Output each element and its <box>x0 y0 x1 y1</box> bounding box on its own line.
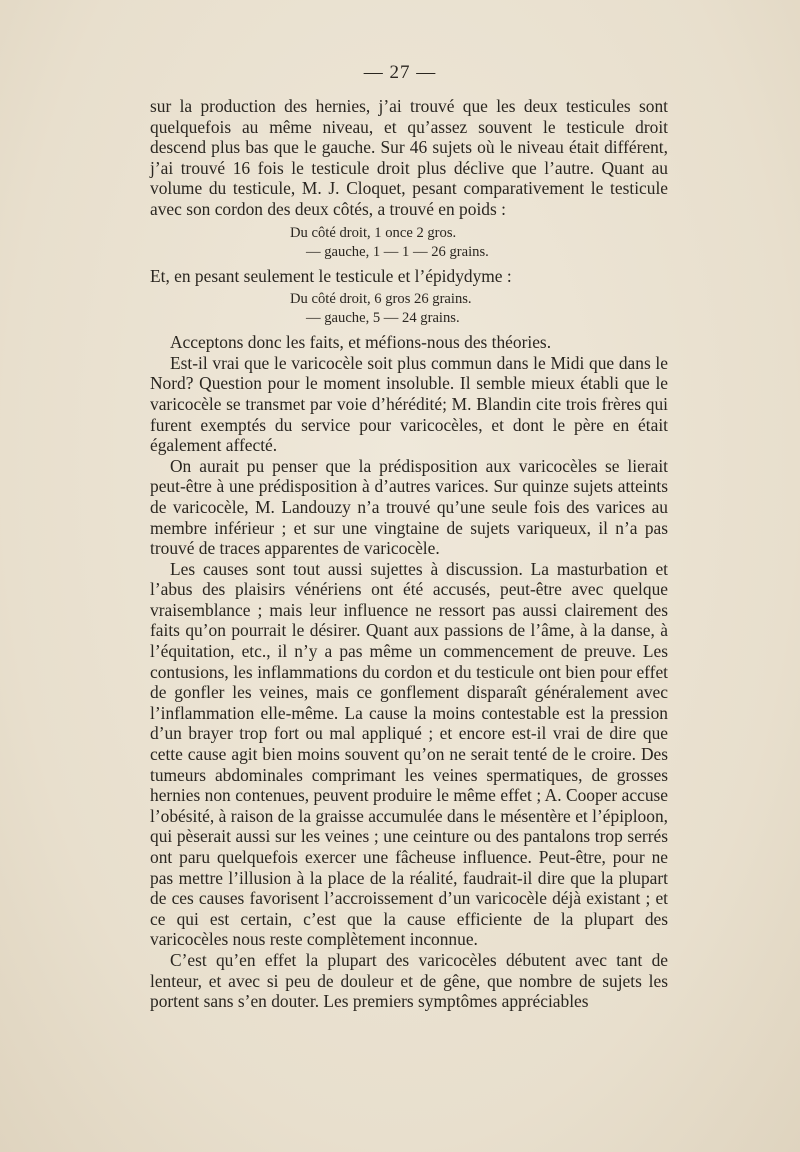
weights-table-cord <box>150 224 668 262</box>
weight-line-left: — gauche, 5 — 24 grains. <box>306 310 460 327</box>
page-body <box>150 96 668 1012</box>
weights-table-testicle <box>150 290 668 328</box>
paragraph: Et, en pesant seulement le testicule et l’épidydyme : <box>150 265 512 286</box>
paragraph: sur la production des hernies, j’ai trouvé que les deux testicules sont quelquefois au même niveau, et qu’assez souvent le testicule droit descend plus bas que le gauche. Sur 46 sujets où le niveau était différent, j’ai trouvé 16 fois le testicule droit plus déclive que l’autre. Quant au volume du testicule, M. J. Cloquet, pesant comparativement le testicule avec son cordon des deux côtés, a trouvé en poids : <box>150 96 668 219</box>
paragraph: Est-il vrai que le varicocèle soit plus commun dans le Midi que dans le Nord? Question pour le moment insoluble. Il semble mieux établi que le varicocèle se transmet par voie d’hérédité; M. Blandin cite trois frères qui furent exemptés du service pour varicocèles, et dont le père en était également affecté. <box>150 352 668 456</box>
page-number: — 27 — <box>363 62 437 83</box>
weight-line-left: — gauche, 1 — 1 — 26 grains. <box>306 243 489 260</box>
paragraph: Acceptons donc les faits, et méfions-nous des théories. <box>170 332 552 353</box>
weight-line-right: Du côté droit, 6 gros 26 grains. <box>290 291 472 308</box>
paragraph: On aurait pu penser que la prédisposition aux varicocèles se lierait peut-être à une prédisposition à d’autres varices. Sur quinze sujets atteints de varicocèle, M. Landouzy n’a trouvé qu’une seule fois des varices au membre inférieur ; et sur une vingtaine de sujets variqueux, il n’a pas trouvé de traces apparentes de varicocèle. <box>150 455 668 559</box>
paragraph: C’est qu’en effet la plupart des varicocèles débutent avec tant de lenteur, et avec si peu de douleur et de gêne, que nombre de sujets les portent sans s’en douter. Les premiers symptômes appréciables <box>150 949 668 1012</box>
paragraph: Les causes sont tout aussi sujettes à discussion. La masturbation et l’abus des plaisirs vénériens ont été accusés, peut-être avec quelque vraisemblance ; mais leur influence ne ressort pas aussi clairement des faits qu’on pourrait le désirer. Quant aux passions de l’âme, à la danse, à l’équitation, etc., il n’y a pas même un commencement de preuve. Les contusions, les inflammations du cordon et du testicule ont bien pour effet de gonfler les veines, mais ce gonflement disparaît généralement avec l’inflammation elle-même. La cause la moins contestable est la pression d’un brayer trop fort ou mal appliqué ; et encore est-il vrai de dire que cette cause agit bien moins souvent qu’on ne serait tenté de le croire. Des tumeurs abdominales comprimant les veines spermatiques, de grosses hernies non contenues, peuvent produire le même effet ; A. Cooper accuse l’obésité, à raison de la graisse accumulée dans le mésentère et l’épiploon, qui pèserait aussi sur les veines ; une ceinture ou des pantalons trop serrés ont paru quelquefois exercer une fâcheuse influence. Peut-être, pour ne pas mettre l’illusion à la place de la réalité, faudrait-il dire que la plupart de ces causes favorisent l’accroissement d’un varicocèle déjà existant ; et ce qui est certain, c’est que la cause efficiente de la plupart des varicocèles nous reste complètement inconnue. <box>150 558 668 950</box>
weight-line-right: Du côté droit, 1 once 2 gros. <box>290 224 457 241</box>
